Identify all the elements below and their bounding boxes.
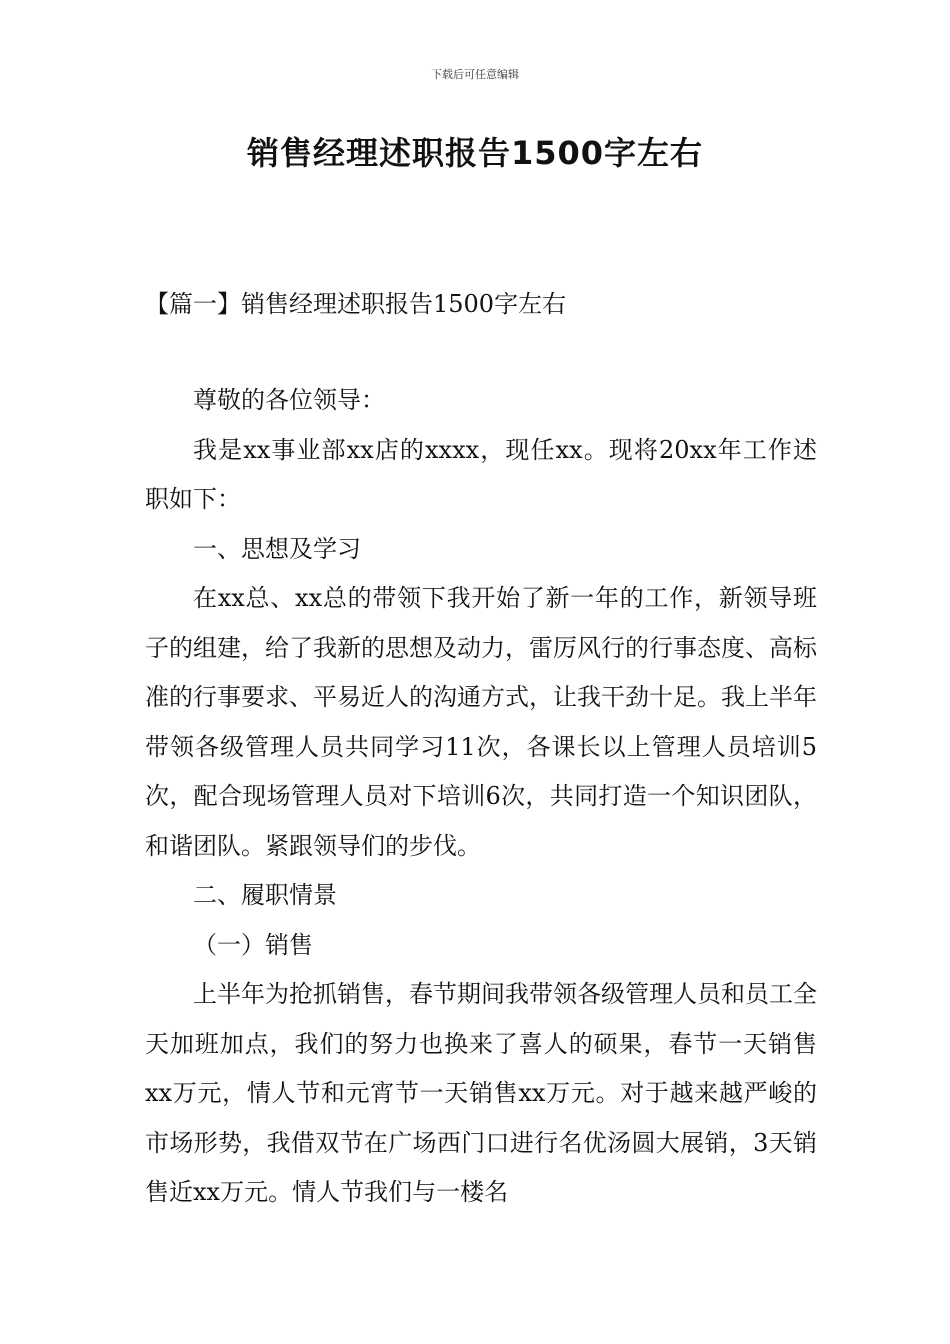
document-title: 销售经理述职报告1500字左右: [246, 134, 704, 172]
heading-thought-study: 一、思想及学习: [193, 534, 361, 563]
paragraph-sales: 上半年为抢抓销售，春节期间我带领各级管理人员和员工全天加班加点，我们的努力也换来了喜人的硕果，春节一天销售xx万元，情人节和元宵节一天销售xx万元。对于越来越严峻的市场形势，我借双节在广场西门口进行名优汤圆大展销，3天销售近xx万元。情人节我们与一楼名: [145, 980, 817, 1206]
paragraph-thought-study: 在xx总、xx总的带领下我开始了新一年的工作，新领导班子的组建，给了我新的思想及动力，雷厉风行的行事态度、高标准的行事要求、平易近人的沟通方式，让我干劲十足。我上半年带领各级管理人员共同学习11次，各课长以上管理人员培训5次，配合现场管理人员对下培训6次，共同打造一个知识团队，和谐团队。紧跟领导们的步伐。: [145, 584, 817, 860]
section-title: 【篇一】销售经理述职报告1500字左右: [145, 290, 567, 318]
salutation: 尊敬的各位领导：: [193, 386, 385, 414]
header-note: 下载后可任意编辑: [431, 68, 519, 81]
intro-paragraph: 我是xx事业部xx店的xxxx，现任xx。现将20xx年工作述职如下：: [145, 435, 817, 513]
heading-duties: 二、履职情景: [193, 881, 337, 909]
document-body: [145, 376, 817, 1218]
subheading-sales: （一）销售: [193, 930, 313, 959]
